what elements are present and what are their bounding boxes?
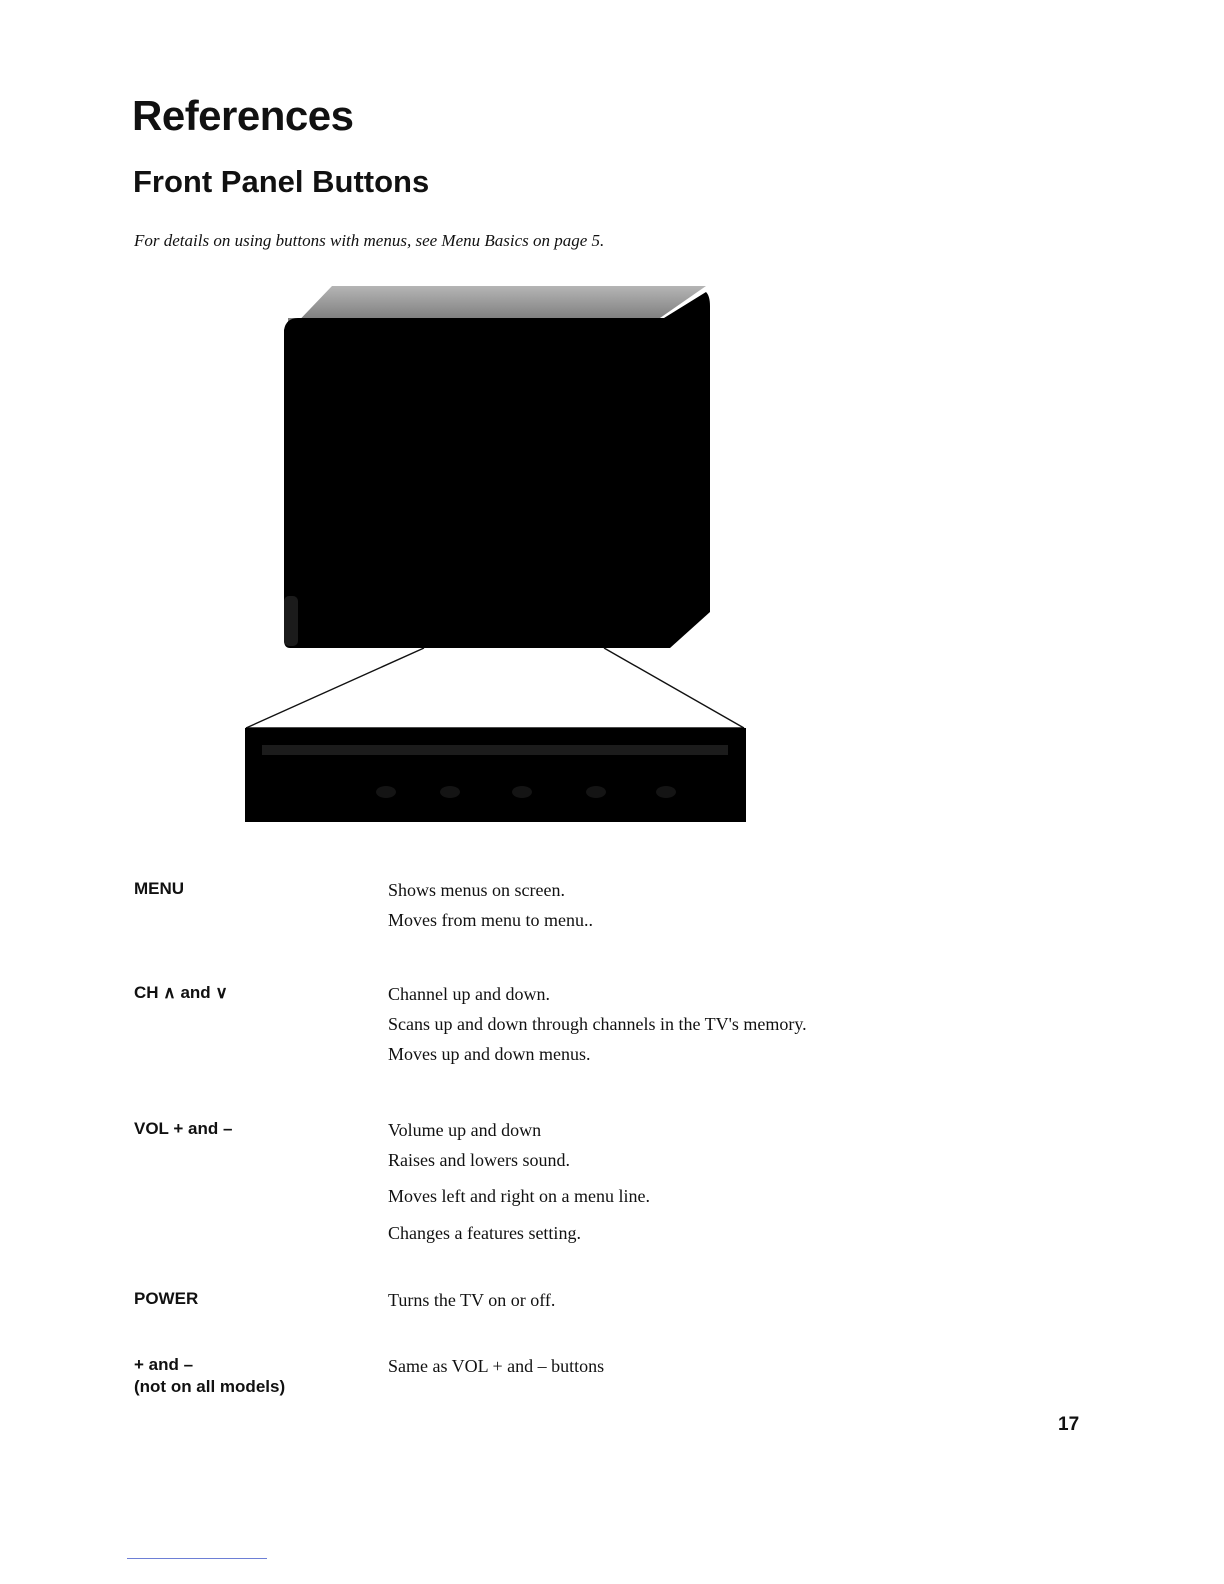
tv-cabinet <box>284 286 710 648</box>
button-description-list <box>388 1354 604 1384</box>
description-line: Volume up and down <box>388 1120 542 1140</box>
button-label-channel: CH ∧ and ∨ <box>134 983 228 1002</box>
tv-body <box>284 292 710 648</box>
description-line: Scans up and down through channels in the TV's memory. <box>388 1014 807 1034</box>
footer-rule <box>127 1558 267 1559</box>
intro-note: For details on using buttons with menus, see Menu Basics on page 5. <box>134 231 605 250</box>
button-label-volume: VOL + and – <box>134 1119 233 1138</box>
description-line: Shows menus on screen. <box>388 880 565 900</box>
button-description-list <box>388 1288 555 1318</box>
description-line: Raises and lowers sound. <box>388 1150 570 1170</box>
description-line: Turns the TV on or off. <box>388 1290 556 1310</box>
button-description-list <box>388 878 593 938</box>
description-line: Channel up and down. <box>388 984 550 1004</box>
button-label-menu: MENU <box>134 879 185 898</box>
tv-left-panel-detail <box>284 596 298 646</box>
description-line: Moves left and right on a menu line. <box>388 1186 650 1206</box>
page-title: Front Panel Buttons <box>133 164 430 199</box>
section-title: References <box>132 92 354 139</box>
button-label-plus-minus <box>134 1354 285 1398</box>
description-line: Moves up and down menus. <box>388 1044 591 1064</box>
page-number: 17 <box>1058 1414 1080 1435</box>
description-line: Moves from menu to menu.. <box>388 910 593 930</box>
zoom-callout-lines <box>246 648 744 728</box>
button-label-note: (not on all models) <box>134 1377 286 1396</box>
front-panel-closeup <box>245 728 746 822</box>
button-label-text: + and – <box>134 1355 194 1374</box>
description-line: Changes a features setting. <box>388 1223 581 1243</box>
button-description-list <box>388 982 807 1072</box>
button-label-power: POWER <box>134 1289 199 1308</box>
button-description-list <box>388 1118 650 1251</box>
description-line: Same as VOL + and – buttons <box>388 1356 605 1376</box>
